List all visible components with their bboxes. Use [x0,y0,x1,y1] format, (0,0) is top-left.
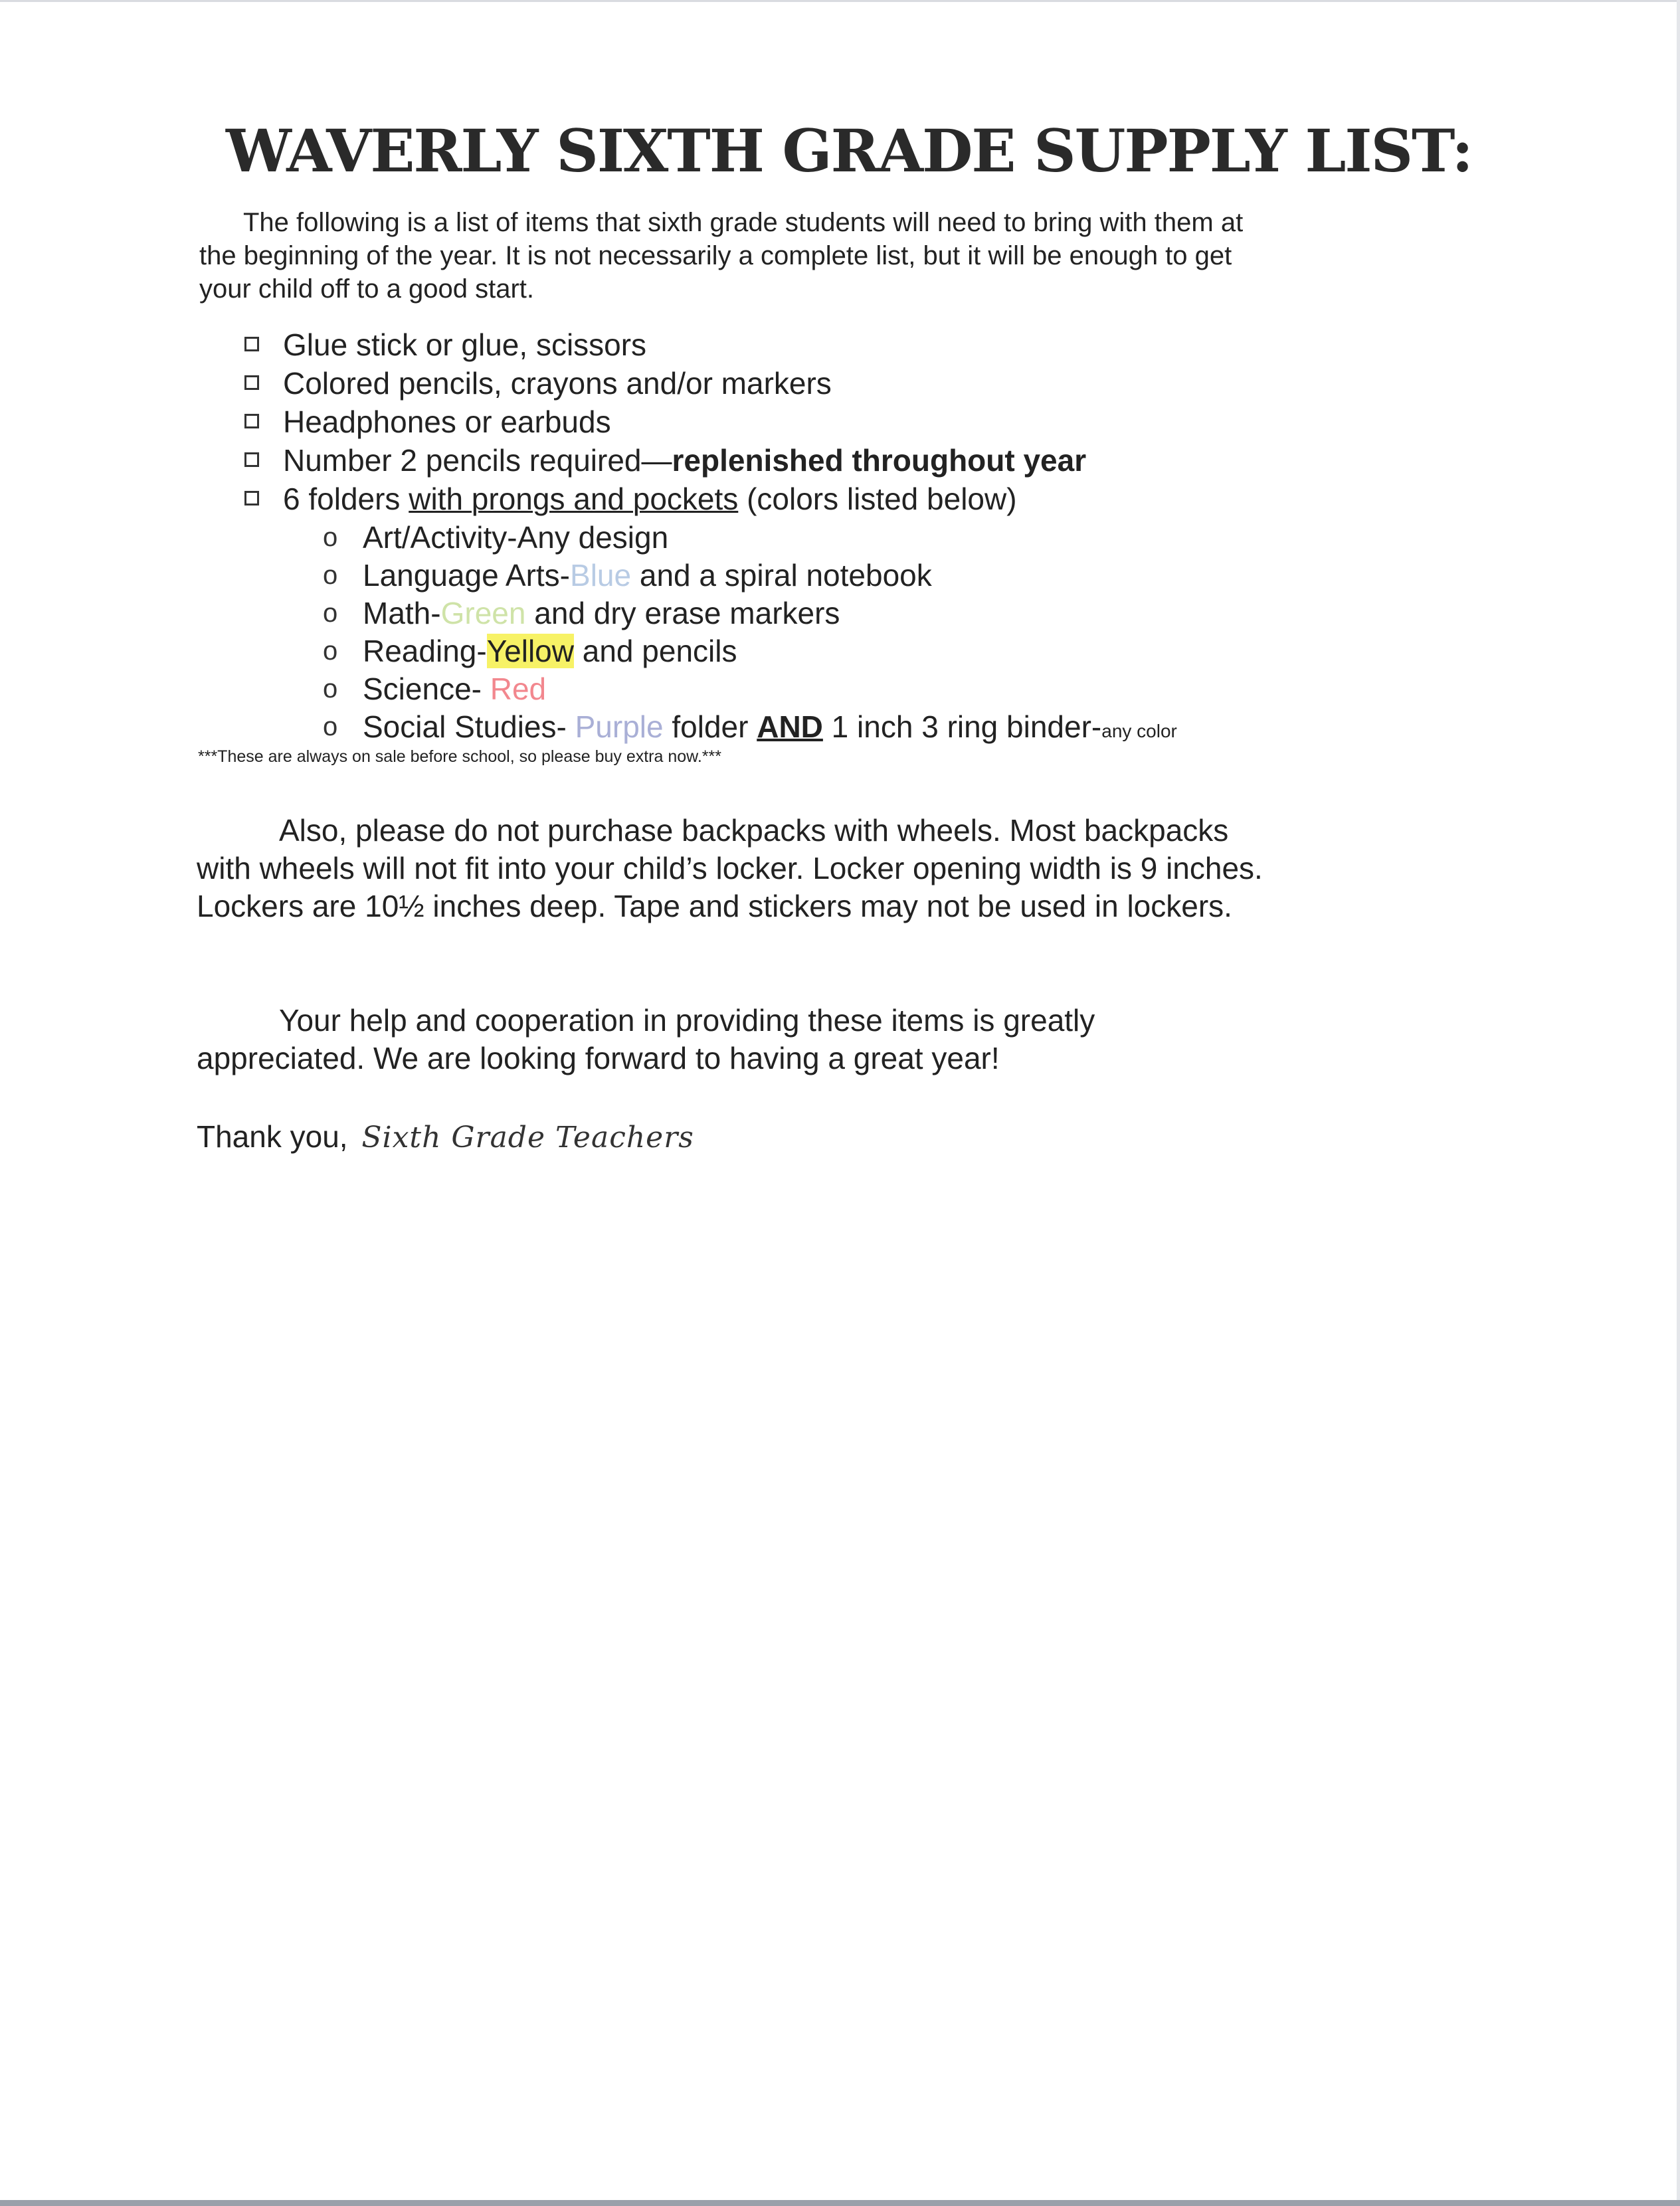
sale-note: ***These are always on sale before school, so please buy extra now.*** [198,747,721,766]
folder-item-label: Art/Activity-Any design [363,520,669,555]
backpack-paragraph: Also, please do not purchase backpacks with wheels. Most backpacks with wheels will not fit into your child’s locker. Locker opening width is 9 inches. Lockers are 10½ inches deep. Tape and stickers may not be used in lockers. [197,813,1263,923]
closing-text: Thank you, [197,1119,348,1154]
supply-item-folders [244,480,1086,518]
bullet-icon: o [323,523,338,552]
folder-color-yellow: Yellow [486,634,574,668]
folder-item-extra: and pencils [573,634,737,668]
folder-item-label: Math- [363,596,441,630]
folder-item-label: Reading- [363,634,487,668]
bullet-icon: o [323,712,338,741]
checkbox-icon [244,452,259,467]
folder-item-reading [323,632,1177,670]
supply-item-pencils [244,441,1086,480]
folder-item-label: Language Arts- [363,558,571,593]
scan-edge-top [0,0,1680,2]
folder-item-and-emphasis: AND [757,709,823,744]
folder-item-math [323,595,1177,632]
supply-item-label: Headphones or earbuds [283,405,611,439]
folder-item-extra: and a spiral notebook [631,558,932,593]
supply-item-emphasis: replenished throughout year [672,443,1087,478]
folder-item-extra: and dry erase markers [525,596,840,630]
page-title: WAVERLY SIXTH GRADE SUPPLY LIST: [226,116,1472,185]
supply-checklist [244,325,1086,518]
folder-item-small-note: any color [1101,721,1177,741]
bullet-icon: o [323,561,338,590]
checkbox-icon [244,491,259,506]
folder-item-art [323,519,1177,557]
folder-item-label: Social Studies- [363,709,575,744]
scan-edge-right [1677,0,1680,2206]
closing-line [197,1119,694,1154]
checkbox-icon [244,414,259,428]
bullet-icon: o [323,674,338,703]
supply-item-colored-pencils [244,364,1086,403]
supply-item-glue [244,325,1086,364]
folder-color-blue: Blue [570,558,632,593]
supply-item-underline: with prongs and pockets [409,482,739,516]
supply-item-label: Number 2 pencils required— [283,443,672,478]
folder-item-science [323,670,1177,708]
folder-item-extra: 1 inch 3 ring binder- [822,709,1102,744]
signature: Sixth Grade Teachers [361,1121,694,1154]
supply-item-label: 6 folders [283,482,409,516]
supply-item-headphones [244,403,1086,441]
supply-item-label: Glue stick or glue, scissors [283,327,647,362]
thanks-paragraph: Your help and cooperation in providing these items is greatly appreciated. We are looking forward to having a great year! [197,1003,1095,1075]
supply-item-suffix: (colors listed below) [738,482,1017,516]
intro-paragraph: The following is a list of items that sixth grade students will need to bring with them at the beginning of the year. It is not necessarily a complete list, but it will be enough to get your child off to a good start. [199,208,1244,304]
folder-item-mid: folder [663,709,757,744]
folder-item-label: Science- [363,672,490,706]
folder-item-social-studies [323,708,1177,746]
checkbox-icon [244,375,259,390]
checkbox-icon [244,337,259,351]
folder-color-green: Green [440,596,526,630]
bullet-icon: o [323,598,338,628]
folder-item-language-arts [323,557,1177,595]
scan-edge-bottom [0,2200,1680,2206]
folder-color-purple: Purple [575,709,664,744]
folder-color-red: Red [490,672,547,706]
supply-item-label: Colored pencils, crayons and/or markers [283,366,832,401]
folder-color-list [323,519,1177,746]
bullet-icon: o [323,636,338,666]
